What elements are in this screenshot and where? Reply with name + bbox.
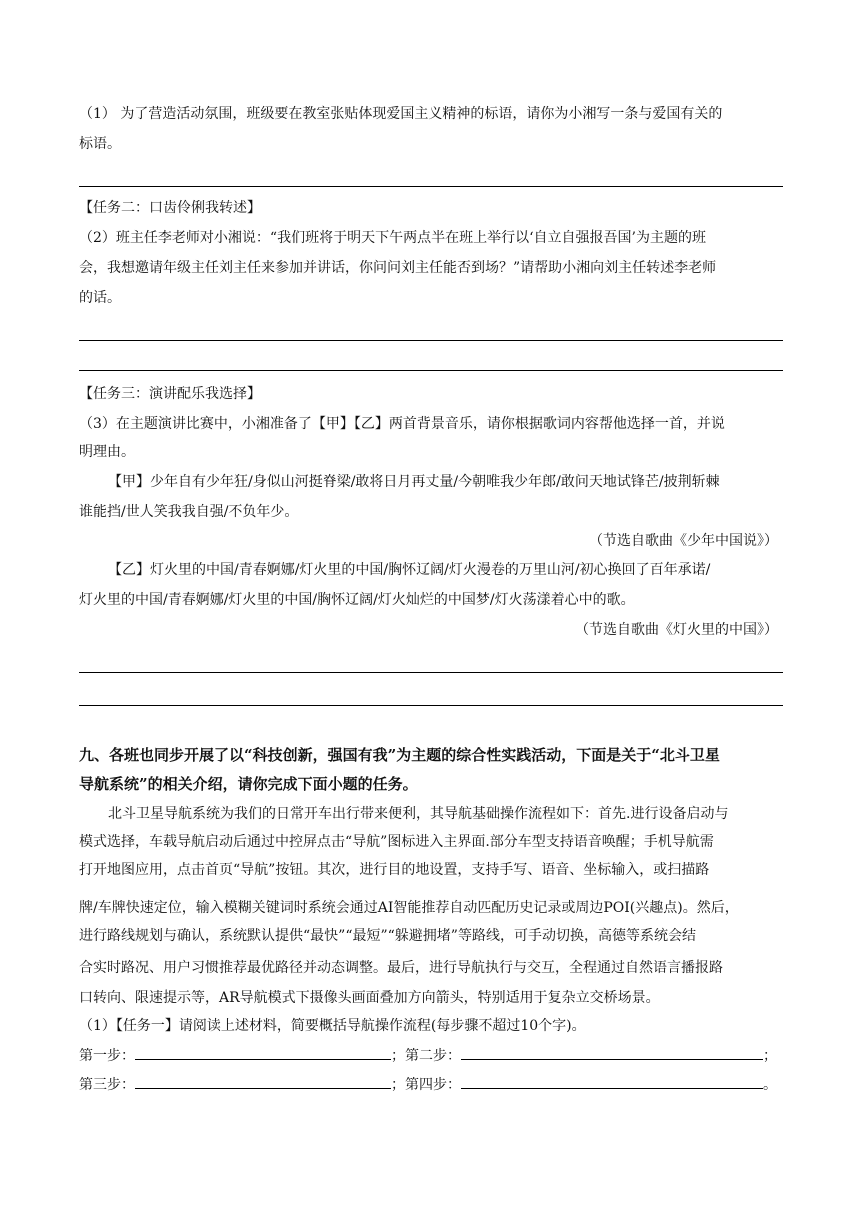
lyrics-yi-source: （节选自歌曲《灯火里的中国》） xyxy=(575,622,778,638)
answer-line xyxy=(79,186,783,187)
q8-3-line2: 明理由。 xyxy=(79,444,135,460)
period: 。 xyxy=(763,1077,777,1093)
step1-answer-blank[interactable] xyxy=(135,1045,391,1060)
lyrics-yi-line2: 灯火里的中国/青春婀娜/灯火里的中国/胸怀辽阔/灯火灿烂的中国梦/灯火荡漾着心中的歌。 xyxy=(79,592,635,608)
q8-1-line2: 标语。 xyxy=(79,136,121,152)
step4-label: ；第四步： xyxy=(391,1077,461,1093)
step-row-1 xyxy=(79,1045,783,1066)
answer-line xyxy=(79,672,783,673)
step3-answer-blank[interactable] xyxy=(135,1074,391,1089)
passage-line: 北斗卫星导航系统为我们的日常开车出行带来便利，其导航基础操作流程如下：首先.进行设备启动与 xyxy=(108,806,729,822)
q8-2-line1: （2）班主任李老师对小湘说：“我们班将于明天下午两点半在班上举行以‘自立自强报吾国’为主题的班 xyxy=(79,230,706,246)
step2-label: ；第二步： xyxy=(391,1048,461,1064)
answer-line xyxy=(79,705,783,706)
step3-label: 第三步： xyxy=(79,1077,135,1093)
step2-answer-blank[interactable] xyxy=(461,1045,763,1060)
passage-line: 合实时路况、用户习惯推荐最优路径并动态调整。最后，进行导航执行与交互，全程通过自然语言播报路 xyxy=(79,960,723,976)
step-row-2 xyxy=(79,1074,783,1095)
answer-line xyxy=(79,340,783,341)
lyrics-jia-line1: 【甲】少年自有少年狂/身似山河挺脊梁/敢将日月再丈量/今朝唯我少年郎/敢问天地试锋芒/披荆斩棘 xyxy=(108,474,720,490)
q8-1-line1: （1） 为了营造活动氛围，班级要在教室张贴体现爱国主义精神的标语，请你为小湘写一条与爱国有关的 xyxy=(79,106,723,122)
step1-label: 第一步： xyxy=(79,1048,135,1064)
section9-heading-line2: 导航系统”的相关介绍，请你完成下面小题的任务。 xyxy=(79,775,418,793)
lyrics-yi-line1: 【乙】灯火里的中国/青春婀娜/灯火里的中国/胸怀辽阔/灯火漫卷的万里山河/初心换回了百年承诺/ xyxy=(108,562,711,578)
lyrics-jia-source: （节选自歌曲《少年中国说》） xyxy=(589,533,778,549)
task3-title: 【任务三：演讲配乐我选择】 xyxy=(79,386,261,402)
passage-line: 模式选择，车载导航启动后通过中控屏点击“导航”图标进入主界面.部分车型支持语音唤醒；手机导航需 xyxy=(79,834,714,850)
q8-3-line1: （3）在主题演讲比赛中，小湘准备了【甲】【乙】两首背景音乐，请你根据歌词内容帮他选择一首，并说 xyxy=(79,416,725,432)
task2-title: 【任务二：口齿伶俐我转述】 xyxy=(79,200,261,216)
step4-answer-blank[interactable] xyxy=(461,1074,763,1089)
q8-2-line3: 的话。 xyxy=(79,290,121,306)
q9-1-prompt: （1）【任务一】请阅读上述材料，简要概括导航操作流程(每步骤不超过10个字)。 xyxy=(79,1018,586,1034)
answer-line xyxy=(79,370,783,371)
passage-line: 进行路线规划与确认，系统默认提供“最快”“最短”“躲避拥堵”等路线，可手动切换，高德等系统会结 xyxy=(79,928,696,944)
passage-line: 口转向、限速提示等，AR导航模式下摄像头画面叠加方向箭头，特别适用于复杂立交桥场景。 xyxy=(79,990,660,1006)
passage-line: 打开地图应用，点击首页“导航”按钮。其次，进行目的地设置，支持手写、语音、坐标输入，或扫描路 xyxy=(79,862,710,878)
q8-2-line2: 会，我想邀请年级主任刘主任来参加并讲话，你问问刘主任能否到场？”请帮助小湘向刘主任转述李老师 xyxy=(79,260,717,276)
lyrics-jia-line2: 谁能挡/世人笑我我自强/不负年少。 xyxy=(79,504,299,520)
passage-line: 牌/车牌快速定位，输入模糊关键词时系统会通过AI智能推荐自动匹配历史记录或周边POI(兴趣点)。然后， xyxy=(79,900,739,916)
section9-heading-line1: 九、各班也同步开展了以“科技创新，强国有我”为主题的综合性实践活动，下面是关于“北斗卫星 xyxy=(79,746,720,764)
semicolon: ； xyxy=(763,1048,777,1064)
